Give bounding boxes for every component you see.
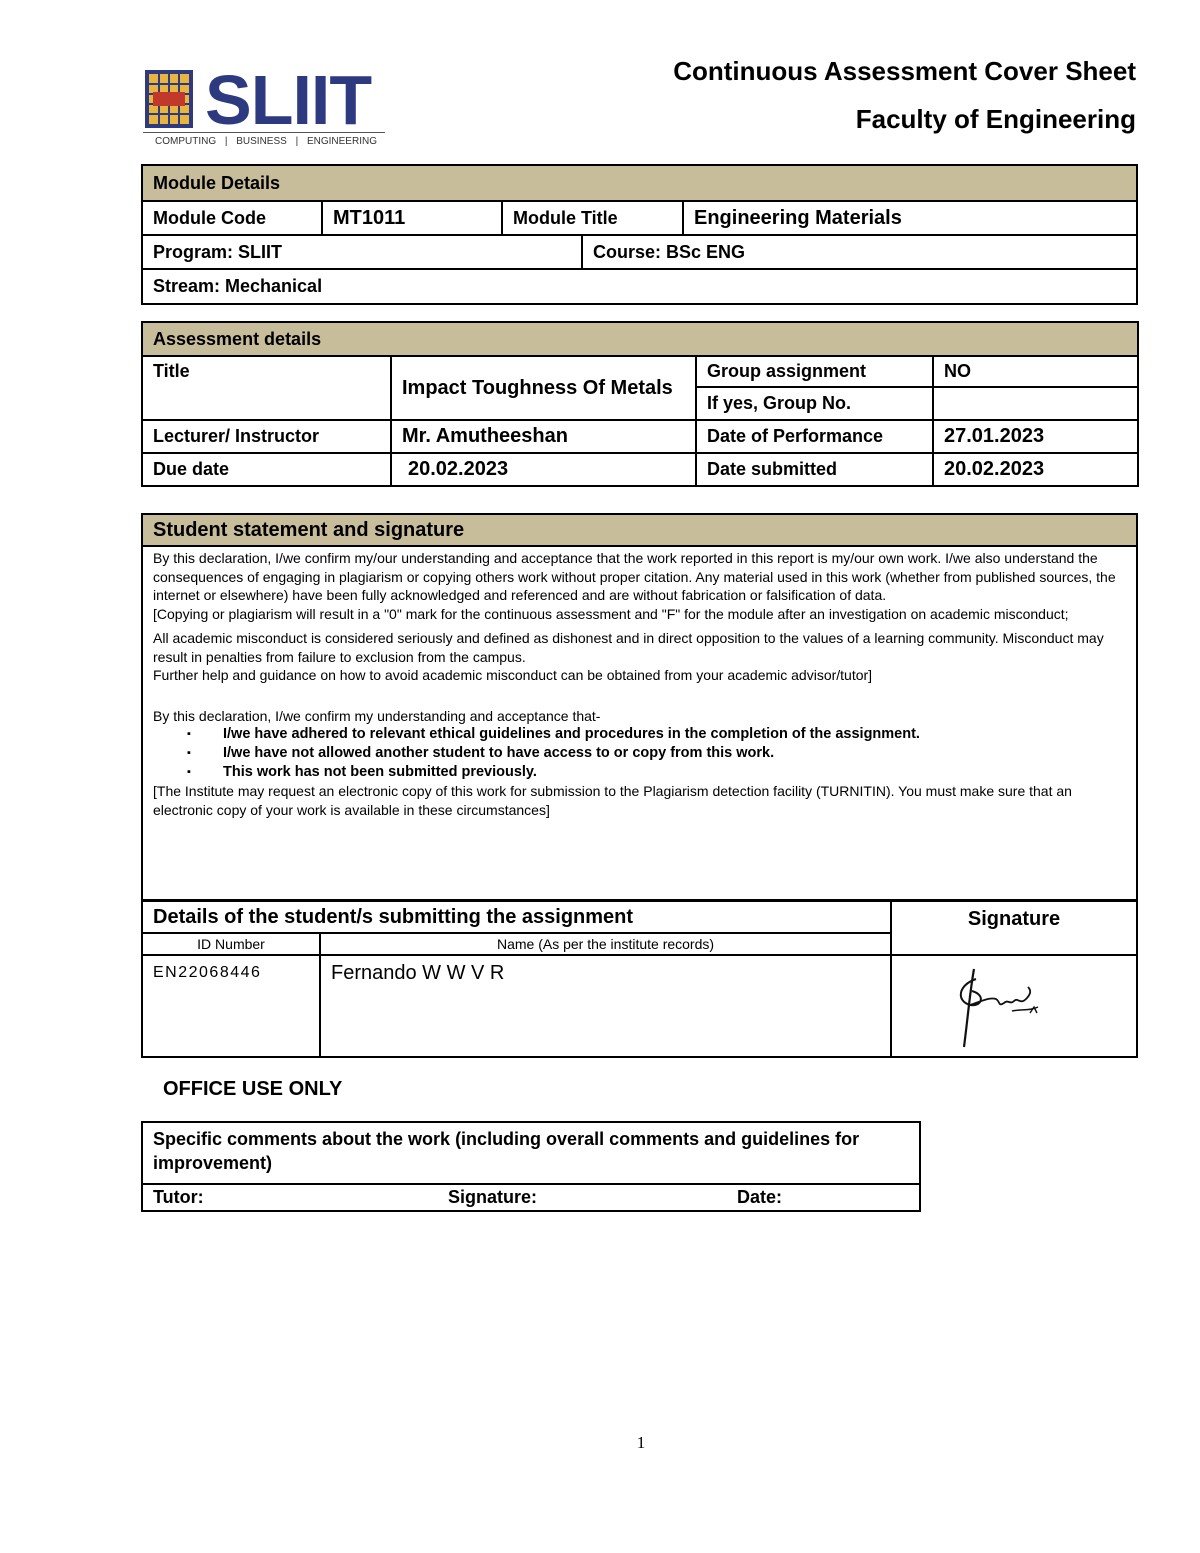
declaration-list	[153, 725, 1128, 782]
module-details-heading: Module Details	[142, 165, 1137, 201]
group-no-label: If yes, Group No.	[696, 387, 933, 420]
page-number: 1	[636, 1433, 646, 1452]
performance-date-label: Date of Performance	[696, 420, 933, 453]
sliit-logo	[143, 61, 389, 152]
comments-field: Specific comments about the work (including overall comments and guidelines for improvement)	[142, 1122, 920, 1184]
student-statement	[141, 513, 1138, 901]
module-code-label: Module Code	[142, 201, 322, 235]
document-title: Continuous Assessment Cover Sheet	[673, 56, 1136, 86]
student-details-table	[141, 900, 1138, 1058]
group-assignment-value: NO	[933, 356, 1138, 387]
program-field: Program: SLIIT	[142, 235, 582, 269]
list-item: ▪ This work has not been submitted previously.	[223, 763, 1128, 782]
statement-paragraph: By this declaration, I/we confirm my understanding and acceptance that-	[153, 707, 601, 724]
student-details-heading: Details of the student/s submitting the assignment	[142, 901, 891, 933]
course-field: Course: BSc ENG	[582, 235, 1137, 269]
statement-paragraph: Further help and guidance on how to avoid academic misconduct can be obtained from your academic advisor/tutor]	[153, 667, 873, 683]
assessment-details-table	[141, 321, 1139, 487]
submitted-date-label: Date submitted	[696, 453, 933, 486]
id-number-header: ID Number	[142, 933, 320, 955]
statement-paragraph: By this declaration, I/we confirm my/our understanding and acceptance that the work reported in this report is my/our own work. I/we also understand the consequences of engaging in plagiarism or copying others work without proper citation. Any material used in this work (whether from published sources, the internet or elsewhere) have been fully acknowledged and referenced and are without fabrication or falsification of data.	[153, 550, 1116, 603]
crest-icon	[145, 70, 193, 128]
statement-heading: Student statement and signature	[143, 515, 1136, 547]
date-label: Date:	[727, 1184, 920, 1211]
student-id: EN22068446	[142, 955, 320, 1057]
name-header: Name (As per the institute records)	[320, 933, 891, 955]
module-code-value: MT1011	[322, 201, 502, 235]
office-use-heading: OFFICE USE ONLY	[163, 1078, 343, 1100]
signature-heading: Signature	[891, 901, 1137, 955]
statement-paragraph: [Copying or plagiarism will result in a "0" mark for the continuous assessment and "F" for the module after an investigation on academic misconduct;	[153, 605, 1069, 622]
submitted-date-value: 20.02.2023	[933, 453, 1138, 486]
module-title-value: Engineering Materials	[683, 201, 1137, 235]
due-date-label: Due date	[142, 453, 391, 486]
logo-wordmark: SLIIT	[205, 61, 372, 139]
list-item: ▪ I/we have not allowed another student to have access to or copy from this work.	[223, 744, 1128, 763]
list-item: ▪ I/we have adhered to relevant ethical guidelines and procedures in the completion of the assignment.	[223, 725, 1128, 744]
student-signature	[891, 955, 1137, 1057]
office-use-table	[141, 1121, 921, 1212]
lecturer-value: Mr. Amutheeshan	[391, 420, 696, 453]
stream-field: Stream: Mechanical	[142, 269, 1137, 304]
logo-tagline: COMPUTING | BUSINESS | ENGINEERING	[143, 132, 385, 147]
group-assignment-label: Group assignment	[696, 356, 933, 387]
group-no-value	[933, 387, 1138, 420]
signature-image	[942, 961, 1052, 1051]
module-details-table	[141, 164, 1138, 305]
performance-date-value: 27.01.2023	[933, 420, 1138, 453]
statement-paragraph: [The Institute may request an electronic copy of this work for submission to the Plagiarism detection facility (TURNITIN). You must make sure that an electronic copy of your work is available in these circumstances]	[153, 783, 1072, 818]
faculty-title: Faculty of Engineering	[855, 104, 1136, 134]
statement-paragraph: All academic misconduct is considered seriously and defined as dishonest and in direct opposition to the values of a learning community. Misconduct may result in penalties from failure to exclusion from the campus.	[153, 630, 1104, 665]
lecturer-label: Lecturer/ Instructor	[142, 420, 391, 453]
assessment-details-heading: Assessment details	[142, 322, 1138, 356]
module-title-label: Module Title	[502, 201, 683, 235]
student-name: Fernando W W V R	[320, 955, 891, 1057]
signature-label: Signature:	[438, 1184, 727, 1211]
assessment-title-label: Title	[142, 356, 391, 420]
assessment-title-value: Impact Toughness Of Metals	[391, 356, 696, 420]
tutor-label: Tutor:	[142, 1184, 438, 1211]
due-date-value: 20.02.2023	[391, 453, 696, 486]
